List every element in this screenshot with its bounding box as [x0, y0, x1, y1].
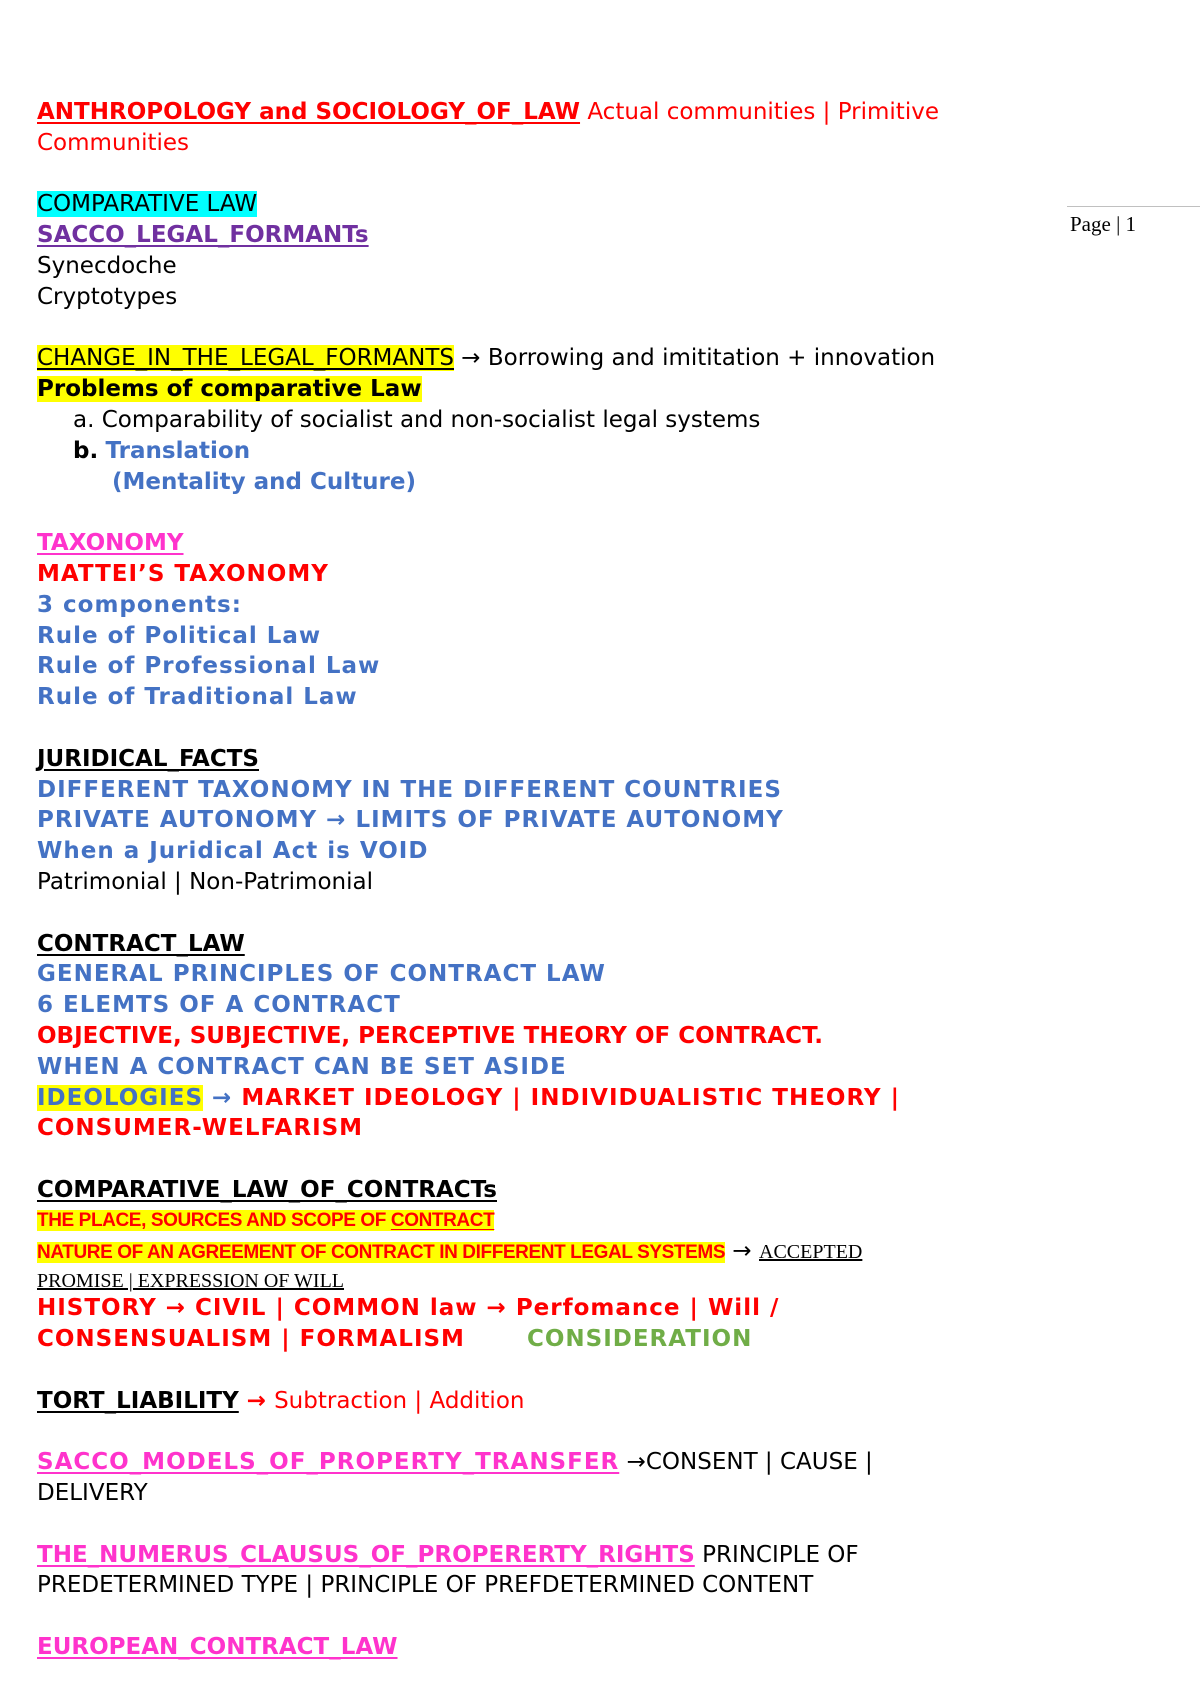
- tort-line: TORT_LIABILITY → Subtraction | Addition: [37, 1387, 525, 1414]
- european-contract-law-heading: EUROPEAN_CONTRACT_LAW: [37, 1634, 398, 1661]
- juridical-line: When a Juridical Act is VOID: [37, 838, 429, 865]
- comparative-law-heading: COMPARATIVE LAW: [37, 191, 258, 218]
- comparative-contracts-heading: COMPARATIVE_LAW_OF_CONTRACTs: [37, 1176, 497, 1203]
- list-item: [37, 405, 1037, 436]
- contract-line: OBJECTIVE, SUBJECTIVE, PERCEPTIVE THEORY OF CONTRACT.: [37, 1022, 823, 1049]
- arrow-icon: →: [461, 345, 481, 372]
- tort-liability-heading: TORT_LIABILITY: [37, 1387, 239, 1414]
- nature-line: NATURE OF AN AGREEMENT OF CONTRACT IN DIFFERENT LEGAL SYSTEMS → ACCEPTED: [37, 1238, 863, 1265]
- list-item: [37, 436, 1037, 467]
- arrow-icon: →: [238, 1387, 275, 1414]
- sacco-models-line: SACCO_MODELS_OF_PROPERTY_TRANSFER →CONSENT | CAUSE |: [37, 1449, 873, 1476]
- contract-law-heading: CONTRACT_LAW: [37, 930, 245, 957]
- arrow-icon: →: [326, 807, 347, 834]
- contract-line: 6 ELEMTS OF A CONTRACT: [37, 992, 401, 1019]
- taxonomy-line: Rule of Professional Law: [37, 653, 381, 680]
- ideologies-line: IDEOLOGIES → MARKET IDEOLOGY | INDIVIDUALISTIC THEORY |: [37, 1084, 900, 1111]
- promise-line: PROMISE | EXPRESSION OF WILL: [37, 1270, 345, 1293]
- document-body: [37, 97, 1037, 1663]
- comparative-item: Synecdoche: [37, 252, 177, 279]
- list-item-text: Comparability of socialist and non-socialist legal systems: [101, 406, 761, 433]
- ideologies-label: IDEOLOGIES: [37, 1084, 204, 1111]
- anthropology-line: [37, 97, 1037, 128]
- ideologies-cont: CONSUMER-WELFARISM: [37, 1115, 364, 1142]
- juridical-line: DIFFERENT TAXONOMY IN THE DIFFERENT COUNTRIES: [37, 776, 782, 803]
- consideration-label: CONSIDERATION: [526, 1326, 753, 1353]
- list-marker: a.: [73, 406, 95, 433]
- taxonomy-heading: TAXONOMY: [37, 530, 184, 557]
- change-line: [37, 343, 1037, 374]
- sacco-models-heading: SACCO_MODELS_OF_PROPERTY_TRANSFER: [37, 1449, 620, 1476]
- anthropology-heading: ANTHROPOLOGY and SOCIOLOGY_OF_LAW: [37, 99, 581, 125]
- taxonomy-line: Rule of Political Law: [37, 622, 322, 649]
- arrow-icon: →: [203, 1084, 242, 1111]
- page-number: Page | 1: [1070, 212, 1137, 236]
- sacco-models-cont: DELIVERY: [37, 1480, 148, 1507]
- change-text: Borrowing and imititation + innovation: [480, 345, 936, 372]
- mattei-taxonomy: MATTEI’S TAXONOMY: [37, 560, 329, 587]
- comparative-item: Cryptotypes: [37, 283, 178, 310]
- contract-line: GENERAL PRINCIPLES OF CONTRACT LAW: [37, 961, 606, 988]
- arrow-icon: →: [619, 1449, 646, 1476]
- numerus-line: THE_NUMERUS_CLAUSUS_OF_PROPERERTY_RIGHTS PRINCIPLE OF: [37, 1541, 859, 1568]
- list-marker: b.: [73, 437, 99, 464]
- juridical-line: PRIVATE AUTONOMY → LIMITS OF PRIVATE AUTONOMY: [37, 807, 784, 834]
- list-item-subtext: (Mentality and Culture): [112, 468, 416, 495]
- problems-heading: Problems of comparative Law: [37, 376, 422, 403]
- anthropology-text-cont: Communities: [37, 129, 190, 156]
- history-line-2: CONSENSUALISM | FORMALISM CONSIDERATION: [37, 1326, 753, 1353]
- juridical-line: Patrimonial | Non-Patrimonial: [37, 868, 373, 895]
- change-legal-formants-heading: CHANGE_IN_THE_LEGAL_FORMANTS: [37, 345, 454, 372]
- place-line: THE PLACE, SOURCES AND SCOPE OF CONTRACT: [37, 1209, 495, 1231]
- anthropology-text: Actual communities | Primitive: [587, 99, 939, 125]
- sacco-legal-formants-heading: SACCO_LEGAL_FORMANTs: [37, 222, 369, 249]
- list-item-text: Translation: [105, 437, 251, 464]
- history-line: HISTORY → CIVIL | COMMON law → Perfomance | Will /: [37, 1295, 780, 1322]
- numerus-clausus-heading: THE_NUMERUS_CLAUSUS_OF_PROPERERTY_RIGHTS: [37, 1541, 695, 1568]
- numerus-cont: PREDETERMINED TYPE | PRINCIPLE OF PREFDETERMINED CONTENT: [37, 1572, 814, 1599]
- footer-rule: [1067, 206, 1200, 207]
- taxonomy-line: Rule of Traditional Law: [37, 684, 358, 711]
- arrow-icon: →: [725, 1238, 760, 1265]
- contract-line: WHEN A CONTRACT CAN BE SET ASIDE: [37, 1053, 567, 1080]
- juridical-facts-heading: JURIDICAL_FACTS: [37, 745, 259, 772]
- taxonomy-line: 3 components:: [37, 591, 242, 618]
